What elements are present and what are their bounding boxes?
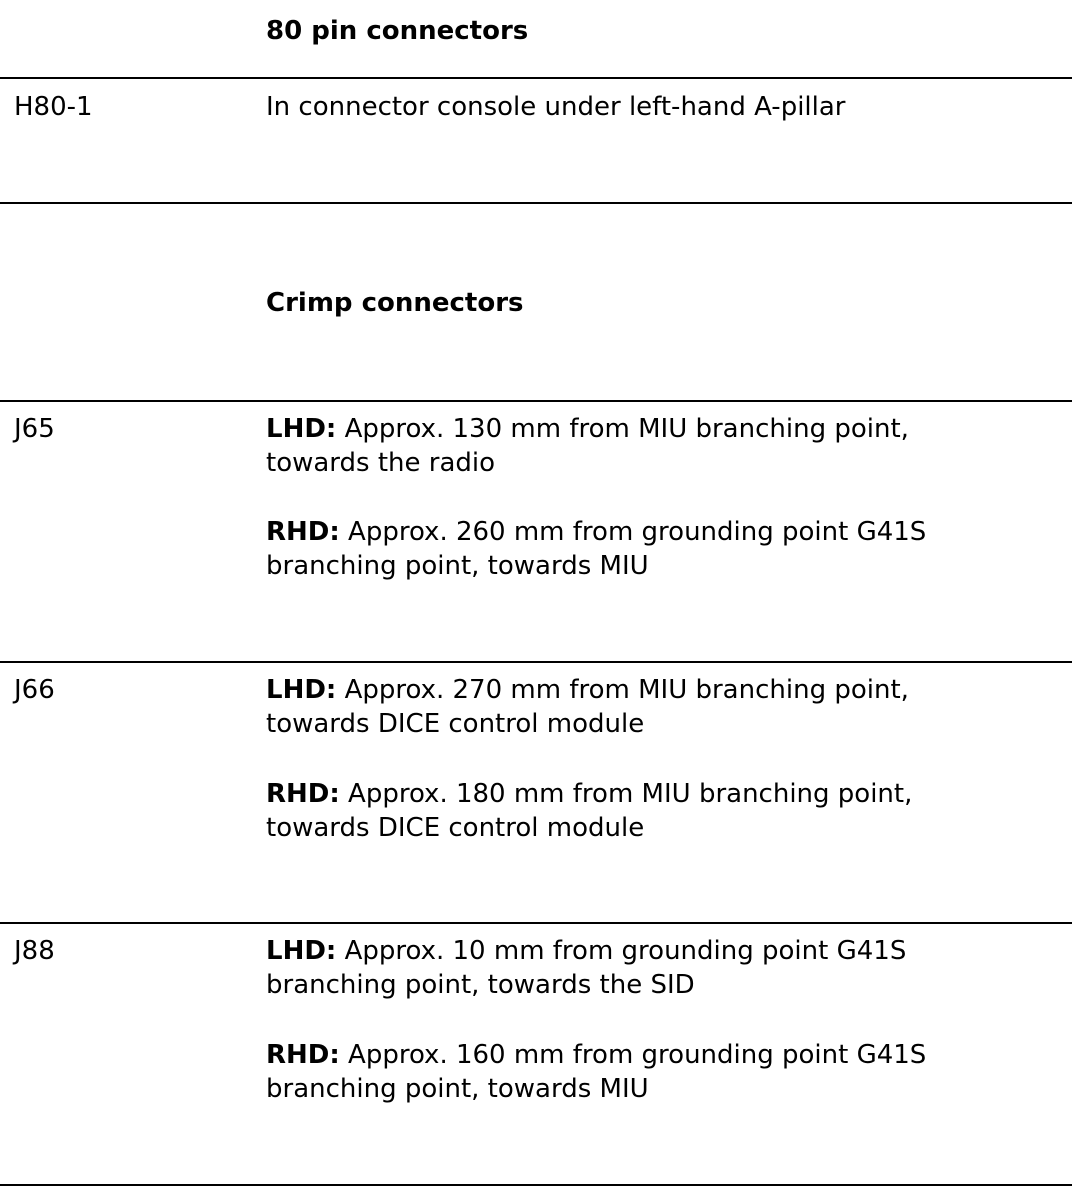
lhd-location-text: Approx. 130 mm from MIU branching point, — [344, 414, 909, 444]
rhd-location-line — [266, 1038, 1046, 1072]
connector-description-j66 — [266, 673, 1046, 741]
connector-description-j65 — [266, 412, 1046, 480]
connector-code-j65: J65 — [14, 414, 55, 444]
rhd-label: RHD: — [266, 517, 340, 547]
rhd-label: RHD: — [266, 779, 340, 809]
connector-description-j66-rhd — [266, 777, 1046, 845]
connector-description-h80-1 — [266, 90, 1046, 124]
connector-code-j66: J66 — [14, 675, 55, 705]
lhd-label: LHD: — [266, 414, 337, 444]
rhd-location-text-continued: branching point, towards MIU — [266, 1074, 649, 1104]
connector-description-j88 — [266, 934, 1046, 1002]
lhd-label: LHD: — [266, 936, 337, 966]
lhd-location-line — [266, 934, 1046, 968]
location-text: In connector console under left-hand A-pillar — [266, 92, 846, 122]
rhd-location-text-continued: branching point, towards MIU — [266, 551, 649, 581]
lhd-location-line — [266, 412, 1046, 446]
lhd-location-text: Approx. 10 mm from grounding point G41S — [344, 936, 907, 966]
table-divider — [0, 1184, 1072, 1186]
rhd-location-line — [266, 515, 1046, 549]
rhd-location-text: Approx. 260 mm from grounding point G41S — [348, 517, 927, 547]
rhd-location-line — [266, 777, 1046, 811]
rhd-location-text-continued: towards DICE control module — [266, 813, 645, 843]
rhd-location-text: Approx. 160 mm from grounding point G41S — [348, 1040, 927, 1070]
rhd-location-text: Approx. 180 mm from MIU branching point, — [348, 779, 913, 809]
lhd-location-text-continued: towards the radio — [266, 448, 496, 478]
table-divider — [0, 400, 1072, 402]
rhd-label: RHD: — [266, 1040, 340, 1070]
connector-code-j88: J88 — [14, 936, 55, 966]
table-divider — [0, 661, 1072, 663]
table-divider — [0, 202, 1072, 204]
table-divider — [0, 922, 1072, 924]
connector-description-j65-rhd — [266, 515, 1046, 583]
lhd-location-text: Approx. 270 mm from MIU branching point, — [344, 675, 909, 705]
section-title-80-pin-connectors: 80 pin connectors — [266, 16, 529, 46]
connector-description-j88-rhd — [266, 1038, 1046, 1106]
lhd-label: LHD: — [266, 675, 337, 705]
section-title-crimp-connectors: Crimp connectors — [266, 288, 524, 318]
lhd-location-text-continued: branching point, towards the SID — [266, 970, 695, 1000]
table-divider — [0, 77, 1072, 79]
lhd-location-text-continued: towards DICE control module — [266, 709, 645, 739]
lhd-location-line — [266, 673, 1046, 707]
connector-code-h80-1: H80-1 — [14, 92, 93, 122]
